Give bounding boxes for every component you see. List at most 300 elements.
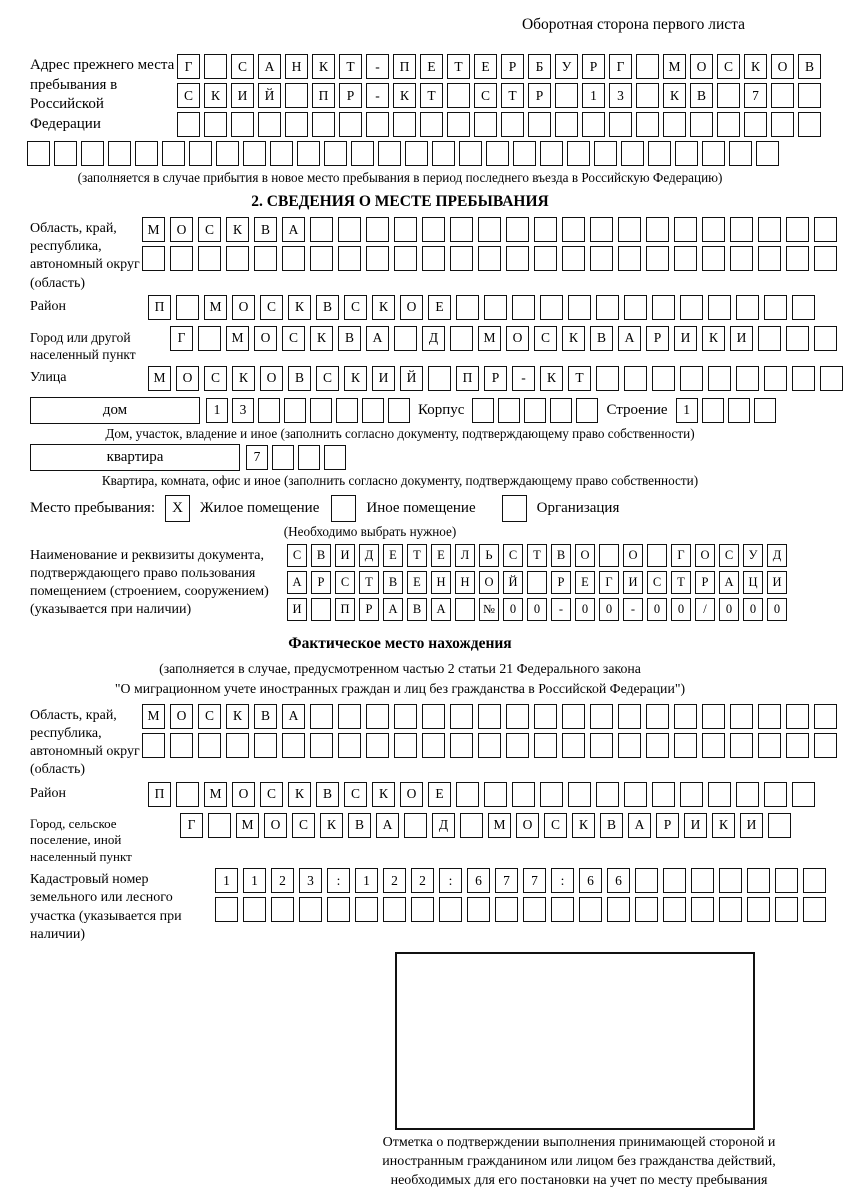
char-box xyxy=(691,897,714,922)
char-box: В xyxy=(407,598,427,621)
char-box xyxy=(590,217,613,242)
char-box: 6 xyxy=(607,868,630,893)
char-box: Е xyxy=(428,295,451,320)
char-box xyxy=(312,112,335,137)
char-box xyxy=(366,112,389,137)
char-box: П xyxy=(148,295,171,320)
char-box: Й xyxy=(400,366,423,391)
char-box: К xyxy=(344,366,367,391)
prev-address-row-2 xyxy=(177,83,800,108)
char-box: К xyxy=(372,782,395,807)
char-box xyxy=(702,246,725,271)
char-box xyxy=(534,246,557,271)
char-box xyxy=(411,897,434,922)
char-box xyxy=(590,704,613,729)
char-box: Д xyxy=(432,813,455,838)
char-box: Е xyxy=(431,544,451,567)
char-box: К xyxy=(663,83,686,108)
char-box: Г xyxy=(180,813,203,838)
char-box: С xyxy=(544,813,567,838)
char-box: 0 xyxy=(767,598,787,621)
char-box xyxy=(562,733,585,758)
char-box: О xyxy=(506,326,529,351)
char-box: Р xyxy=(582,54,605,79)
char-box xyxy=(428,366,451,391)
char-box: Т xyxy=(527,544,547,567)
char-box xyxy=(562,704,585,729)
char-box xyxy=(420,112,443,137)
char-box: 1 xyxy=(215,868,238,893)
char-box: И xyxy=(674,326,697,351)
char-box: И xyxy=(623,571,643,594)
char-box: Т xyxy=(501,83,524,108)
char-box xyxy=(528,112,551,137)
char-box xyxy=(254,246,277,271)
checkbox-residential: X xyxy=(165,495,190,522)
char-box xyxy=(764,366,787,391)
char-box xyxy=(568,295,591,320)
char-box xyxy=(405,141,428,166)
char-box: А xyxy=(628,813,651,838)
char-box xyxy=(422,217,445,242)
char-box: О xyxy=(400,782,423,807)
char-box xyxy=(338,217,361,242)
char-box: Й xyxy=(258,83,281,108)
char-box: Р xyxy=(695,571,715,594)
char-box xyxy=(176,782,199,807)
char-box xyxy=(284,398,306,423)
char-box xyxy=(162,141,185,166)
char-box: М xyxy=(142,217,165,242)
house-box: дом xyxy=(30,397,200,424)
char-box xyxy=(450,246,473,271)
char-box: 0 xyxy=(647,598,667,621)
char-box: Р xyxy=(656,813,679,838)
char-box xyxy=(691,868,714,893)
city-row xyxy=(170,326,837,351)
region-row-2 xyxy=(142,246,837,271)
char-box xyxy=(621,141,644,166)
char-box xyxy=(534,704,557,729)
char-box xyxy=(484,295,507,320)
field-district-actual xyxy=(30,782,800,811)
char-box xyxy=(814,217,837,242)
char-box xyxy=(730,733,753,758)
char-box: Т xyxy=(420,83,443,108)
char-box: М xyxy=(226,326,249,351)
char-box: Т xyxy=(339,54,362,79)
char-box xyxy=(674,704,697,729)
char-box xyxy=(792,782,815,807)
char-box xyxy=(297,141,320,166)
char-box xyxy=(636,54,659,79)
char-box: С xyxy=(717,54,740,79)
char-box: М xyxy=(488,813,511,838)
char-box xyxy=(674,246,697,271)
char-box xyxy=(450,733,473,758)
korpus-label: Корпус xyxy=(418,401,465,418)
char-box xyxy=(674,733,697,758)
city-actual-label: Город, сельское поселение, иной населенный пункт xyxy=(30,815,132,865)
char-box xyxy=(336,398,358,423)
cadastral-row-2 xyxy=(215,897,826,922)
char-box xyxy=(551,897,574,922)
char-box xyxy=(758,733,781,758)
char-box: С xyxy=(260,782,283,807)
char-box: А xyxy=(719,571,739,594)
char-box: В xyxy=(690,83,713,108)
char-box xyxy=(607,897,630,922)
char-box: С xyxy=(204,366,227,391)
apartment-caption: Квартира, комната, офис и иное (заполнить согласно документу, подтверждающему право собственности) xyxy=(101,472,699,488)
char-box: К xyxy=(226,217,249,242)
char-box xyxy=(324,141,347,166)
char-box xyxy=(730,704,753,729)
char-box xyxy=(282,246,305,271)
char-box: Н xyxy=(285,54,308,79)
char-box xyxy=(775,897,798,922)
char-box: Е xyxy=(407,571,427,594)
checkbox-other-premises xyxy=(331,495,356,522)
char-box xyxy=(663,868,686,893)
char-box xyxy=(393,112,416,137)
char-box: 7 xyxy=(744,83,767,108)
char-box xyxy=(170,246,193,271)
char-box xyxy=(447,83,470,108)
prev-address-row-4 xyxy=(27,141,800,166)
char-box xyxy=(792,295,815,320)
char-box: А xyxy=(258,54,281,79)
field-apartment xyxy=(30,444,800,471)
char-box: 3 xyxy=(232,398,254,423)
char-box xyxy=(450,217,473,242)
char-box xyxy=(636,112,659,137)
char-box: Н xyxy=(431,571,451,594)
stroenie-label: Строение xyxy=(606,401,668,418)
char-box: К xyxy=(226,704,249,729)
char-box: Д xyxy=(422,326,445,351)
char-box xyxy=(394,733,417,758)
char-box xyxy=(484,782,507,807)
char-box xyxy=(135,141,158,166)
char-box xyxy=(618,246,641,271)
char-box xyxy=(310,217,333,242)
char-box xyxy=(243,897,266,922)
char-box: В xyxy=(348,813,371,838)
char-box: К xyxy=(572,813,595,838)
char-box xyxy=(555,112,578,137)
char-box xyxy=(54,141,77,166)
char-box: С xyxy=(198,217,221,242)
char-box: С xyxy=(719,544,739,567)
char-box: К xyxy=(288,295,311,320)
char-box xyxy=(310,246,333,271)
char-box: 6 xyxy=(579,868,602,893)
char-box: О xyxy=(264,813,287,838)
char-box: Р xyxy=(311,571,331,594)
char-box xyxy=(394,704,417,729)
char-box xyxy=(512,295,535,320)
char-box: Г xyxy=(177,54,200,79)
confirmation-stamp-box xyxy=(395,952,755,1130)
char-box: В xyxy=(551,544,571,567)
korpus-row xyxy=(472,398,598,423)
char-box: 7 xyxy=(495,868,518,893)
char-box: 1 xyxy=(206,398,228,423)
char-box: А xyxy=(376,813,399,838)
char-box xyxy=(618,217,641,242)
char-box xyxy=(142,246,165,271)
char-box: К xyxy=(372,295,395,320)
field-district xyxy=(30,295,800,324)
option-other-premises-label: Иное помещение xyxy=(366,499,476,516)
char-box xyxy=(467,897,490,922)
char-box xyxy=(702,398,724,423)
char-box: В xyxy=(590,326,613,351)
char-box: 1 xyxy=(243,868,266,893)
char-box xyxy=(647,544,667,567)
char-box xyxy=(562,246,585,271)
char-box xyxy=(555,83,578,108)
char-box xyxy=(298,445,320,470)
field-region xyxy=(30,217,800,293)
char-box: Р xyxy=(484,366,507,391)
option-organization-label: Организация xyxy=(536,499,620,516)
char-box: И xyxy=(684,813,707,838)
char-box: Г xyxy=(671,544,691,567)
char-box xyxy=(231,112,254,137)
char-box xyxy=(663,112,686,137)
char-box: О xyxy=(170,704,193,729)
char-box xyxy=(786,733,809,758)
char-box xyxy=(478,733,501,758)
char-box: 7 xyxy=(246,445,268,470)
char-box xyxy=(523,897,546,922)
char-box: О xyxy=(516,813,539,838)
char-box: С xyxy=(503,544,523,567)
char-box: О xyxy=(176,366,199,391)
char-box: С xyxy=(282,326,305,351)
char-box xyxy=(394,326,417,351)
char-box: В xyxy=(316,295,339,320)
char-box xyxy=(204,54,227,79)
char-box xyxy=(478,704,501,729)
city-actual-row xyxy=(180,813,791,838)
char-box xyxy=(534,217,557,242)
stamp-caption: Отметка о подтверждении выполнения принимающей стороной и иностранным гражданином или лицом без гражданства действий, необходимых для его постановки на учет по месту пребывания xyxy=(382,1135,776,1188)
char-box xyxy=(736,782,759,807)
char-box: И xyxy=(287,598,307,621)
char-box: 7 xyxy=(523,868,546,893)
house-caption: Дом, участок, владение и иное (заполнить согласно документу, подтверждающему право собственности) xyxy=(105,425,695,441)
char-box xyxy=(594,141,617,166)
char-box: С xyxy=(344,782,367,807)
char-box: О xyxy=(623,544,643,567)
char-box xyxy=(702,733,725,758)
char-box: С xyxy=(344,295,367,320)
region-rows xyxy=(142,217,837,275)
char-box: П xyxy=(312,83,335,108)
char-box: О xyxy=(400,295,423,320)
char-box xyxy=(786,246,809,271)
char-box: - xyxy=(623,598,643,621)
region-actual-rows xyxy=(142,704,837,762)
city-label: Город или другой населенный пункт xyxy=(30,329,136,363)
char-box xyxy=(498,398,520,423)
document-row-1 xyxy=(287,544,787,567)
char-box xyxy=(680,366,703,391)
char-box xyxy=(635,897,658,922)
char-box xyxy=(310,398,332,423)
char-box: 0 xyxy=(527,598,547,621)
char-box: 2 xyxy=(271,868,294,893)
char-box: Й xyxy=(503,571,523,594)
char-box xyxy=(708,295,731,320)
char-box xyxy=(756,141,779,166)
char-box xyxy=(730,246,753,271)
stay-type-note: (Необходимо выбрать нужное) xyxy=(283,523,457,539)
char-box: Д xyxy=(767,544,787,567)
char-box xyxy=(674,217,697,242)
char-box xyxy=(339,112,362,137)
char-box xyxy=(798,112,821,137)
char-box: К xyxy=(320,813,343,838)
char-box: К xyxy=(393,83,416,108)
document-label: Наименование и реквизиты документа, подтверждающего право пользования помещением (строением, сооружением) (указывается при наличии) xyxy=(30,547,269,618)
char-box xyxy=(786,326,809,351)
document-row-3 xyxy=(287,598,787,621)
char-box: О xyxy=(575,544,595,567)
char-box: В xyxy=(600,813,623,838)
char-box: Г xyxy=(609,54,632,79)
char-box xyxy=(486,141,509,166)
char-box xyxy=(455,598,475,621)
char-box xyxy=(736,366,759,391)
char-box: Е xyxy=(428,782,451,807)
region-label: Область, край, республика, автономный округ (область) xyxy=(30,221,140,291)
char-box xyxy=(338,704,361,729)
char-box xyxy=(208,813,231,838)
char-box: И xyxy=(372,366,395,391)
section2-title: 2. СВЕДЕНИЯ О МЕСТЕ ПРЕБЫВАНИЯ xyxy=(251,193,549,210)
char-box xyxy=(176,295,199,320)
char-box xyxy=(618,704,641,729)
char-box xyxy=(439,897,462,922)
street-label: Улица xyxy=(30,369,67,385)
char-box xyxy=(624,295,647,320)
char-box xyxy=(366,246,389,271)
char-box xyxy=(432,141,455,166)
char-box xyxy=(803,897,826,922)
char-box: 1 xyxy=(355,868,378,893)
char-box: Р xyxy=(501,54,524,79)
char-box: В xyxy=(311,544,331,567)
char-box: : xyxy=(439,868,462,893)
char-box xyxy=(582,112,605,137)
char-box xyxy=(327,897,350,922)
street-row xyxy=(148,366,843,391)
char-box xyxy=(771,112,794,137)
field-street xyxy=(30,366,800,395)
char-box xyxy=(108,141,131,166)
char-box xyxy=(404,813,427,838)
char-box xyxy=(81,141,104,166)
cadastral-row-1 xyxy=(215,868,826,893)
char-box xyxy=(719,868,742,893)
char-box: - xyxy=(366,54,389,79)
char-box: К xyxy=(310,326,333,351)
char-box: / xyxy=(695,598,715,621)
char-box xyxy=(524,398,546,423)
char-box xyxy=(394,217,417,242)
char-box: С xyxy=(647,571,667,594)
char-box: Г xyxy=(599,571,619,594)
char-box xyxy=(540,295,563,320)
char-box xyxy=(198,326,221,351)
region-actual-row-2 xyxy=(142,733,837,758)
char-box: К xyxy=(562,326,585,351)
apartment-row xyxy=(246,445,346,470)
actual-location-caption-1: (заполняется в случае, предусмотренном частью 2 статьи 21 Федерального закона xyxy=(159,660,641,676)
char-box: О xyxy=(771,54,794,79)
char-box xyxy=(177,112,200,137)
char-box: С xyxy=(474,83,497,108)
char-box xyxy=(702,141,725,166)
char-box xyxy=(652,295,675,320)
char-box: : xyxy=(327,868,350,893)
char-box xyxy=(299,897,322,922)
char-box: Т xyxy=(359,571,379,594)
char-box xyxy=(285,112,308,137)
char-box: М xyxy=(204,782,227,807)
char-box xyxy=(422,246,445,271)
field-region-actual xyxy=(30,704,800,780)
char-box xyxy=(456,782,479,807)
char-box: Н xyxy=(455,571,475,594)
char-box xyxy=(540,141,563,166)
char-box: П xyxy=(148,782,171,807)
char-box: М xyxy=(142,704,165,729)
field-document xyxy=(30,544,800,625)
option-residential-label: Жилое помещение xyxy=(200,499,320,516)
char-box xyxy=(450,704,473,729)
char-box: О xyxy=(170,217,193,242)
char-box: 0 xyxy=(671,598,691,621)
char-box xyxy=(258,398,280,423)
char-box xyxy=(792,366,815,391)
char-box: К xyxy=(540,366,563,391)
char-box: Р xyxy=(551,571,571,594)
char-box: : xyxy=(551,868,574,893)
char-box xyxy=(690,112,713,137)
char-box xyxy=(775,868,798,893)
char-box xyxy=(719,897,742,922)
char-box xyxy=(378,141,401,166)
char-box xyxy=(215,897,238,922)
char-box xyxy=(747,868,770,893)
char-box: А xyxy=(287,571,307,594)
cadastral-label: Кадастровый номер земельного или лесного участка (указывается при наличии) xyxy=(30,872,182,942)
char-box: К xyxy=(312,54,335,79)
char-box xyxy=(460,813,483,838)
apartment-box: квартира xyxy=(30,444,240,471)
char-box: Л xyxy=(455,544,475,567)
char-box: Г xyxy=(170,326,193,351)
char-box xyxy=(362,398,384,423)
prev-address-caption: (заполняется в случае прибытия в новое место пребывания в период последнего въезда в Российскую Федерацию) xyxy=(77,170,723,185)
char-box xyxy=(717,83,740,108)
char-box: 1 xyxy=(582,83,605,108)
